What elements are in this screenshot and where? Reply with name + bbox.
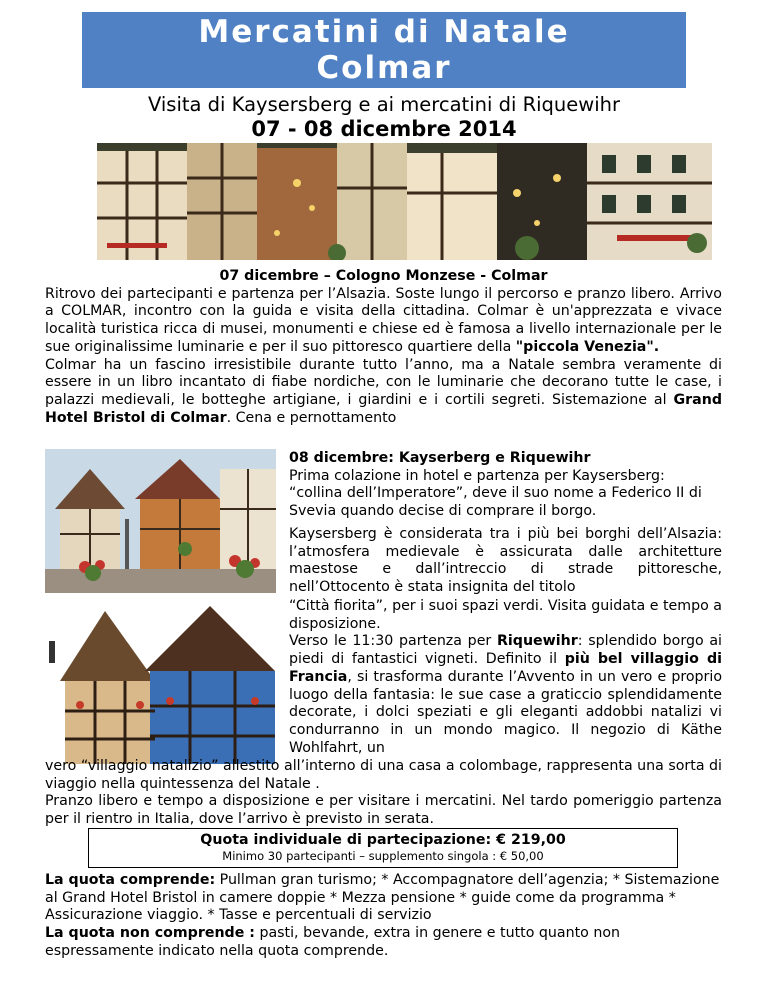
- non-comprende-text: pasti, bevande, extra in genere e tutto quanto non espressamente indicato nella quota comprende.: [45, 925, 620, 959]
- day2-continued: [289, 598, 722, 757]
- quota-non-comprende: [45, 925, 725, 960]
- quota-comprende: [45, 872, 725, 925]
- day2-text: : splendido borgo ai piedi di fantastici vigneti. Definito il: [289, 633, 723, 668]
- day1-text: Ritrovo dei partecipanti e partenza per l’Alsazia. Soste lungo il percorso e pranzo libero. Arrivo a COLMAR, incontro con la guida e visita della cittadina. Colmar è un'apprezzata e vivace località turistica ricca di musei, monumenti e chiese ed è famosa a livello internazionale per le sue originalissime luminarie e per il suo pittoresco quartiere della: [45, 285, 722, 355]
- price-box: [88, 828, 678, 868]
- day1-section: [45, 268, 722, 427]
- comprende-label: La quota comprende:: [45, 872, 216, 888]
- day1-text: . Cena e pernottamento: [226, 409, 397, 426]
- day2-paragraph-6: Pranzo libero e tempo a disposizione e per visitare i mercatini. Nel tardo pomeriggio partenza per il rientro in Italia, dove l’arrivo è previsto in serata.: [45, 793, 722, 828]
- trip-dates: 07 - 08 dicembre 2014: [251, 117, 517, 141]
- colmar-photo: [97, 143, 712, 260]
- non-comprende-label: La quota non comprende :: [45, 925, 255, 942]
- day2-paragraph-1: Prima colazione in hotel e partenza per Kaysersberg: “collina dell’Imperatore”, deve il suo nome a Federico II di Svevia quando decise di comprare il borgo.: [289, 467, 702, 520]
- title-line-1: Mercatini di Natale: [198, 14, 570, 50]
- day2-paragraph-2: Kaysersberg è considerata tra i più bei borghi dell’Alsazia: l’atmosfera medievale è assicurata dalle architetture maestose e dall’intreccio di strade pittoresche, nell’Ottocento è stata insignita del titolo: [289, 525, 722, 595]
- title-line-2: Colmar: [316, 50, 452, 86]
- hotel-name-bold: Grand Hotel Bristol di Colmar: [45, 391, 722, 426]
- day1-paragraph-1: [45, 286, 722, 357]
- day2-text: , si trasforma durante l’Avvento in un vero e proprio luogo della fantasia: le sue case a graticcio splendidamente decorate, i dolci speziati e gli eleganti addobbi natalizi vi condurranno in un mondo magico. Il negozio di Käthe Wohlfahrt, un: [289, 668, 722, 756]
- riquewihr-bold: Riquewihr: [497, 633, 578, 650]
- title-banner: [82, 12, 686, 88]
- subtitle: Visita di Kaysersberg e ai mercatini di Riquewihr: [147, 93, 621, 116]
- kaysersberg-photo: [45, 449, 276, 593]
- piu-bel-villaggio-bold: più bel villaggio di Francia: [289, 651, 722, 685]
- footer-conditions: [45, 872, 725, 961]
- piccola-venezia-bold: "piccola Venezia".: [515, 338, 660, 355]
- day2-heading: 08 dicembre: Kayserberg e Riquewihr: [289, 450, 591, 466]
- price-minimo: Minimo 30 partecipanti – supplemento singola : € 50,00: [222, 849, 544, 863]
- day2-closing: [45, 758, 722, 829]
- comprende-text: Pullman gran turismo; * Accompagnatore dell’agenzia; * Sistemazione al Grand Hotel Bristol in camere doppie * Mezza pensione * guide come da programma * Assicurazione viaggio. * Tasse e percentuali di servizio: [45, 872, 720, 924]
- day1-text: Colmar ha un fascino irresistibile durante tutto l’anno, ma a Natale sembra veramente di essere in un libro incantato di fiabe nordiche, con le luminarie che decorano tutte le case, i palazzi medievali, le botteghe artigiane, i giardini e i cortili segreti. Sistemazione al: [45, 356, 722, 408]
- day1-heading: 07 dicembre – Cologno Monzese - Colmar: [219, 268, 548, 284]
- day1-paragraph-2: [45, 357, 722, 428]
- riquewihr-photo: [45, 601, 282, 764]
- day2-intro: [289, 450, 722, 597]
- day2-paragraph-4: [289, 633, 722, 757]
- day2-paragraph-5: vero “villaggio natalizio” allestito all’interno di una casa a colombage, rappresenta una sorta di viaggio nella quintessenza del Natale .: [45, 758, 722, 792]
- price-quota: Quota individuale di partecipazione: € 219,00: [200, 832, 566, 848]
- day2-text: Verso le 11:30 partenza per: [289, 633, 497, 650]
- day2-paragraph-3: “Città fiorita”, per i suoi spazi verdi. Visita guidata e tempo a disposizione.: [289, 598, 722, 632]
